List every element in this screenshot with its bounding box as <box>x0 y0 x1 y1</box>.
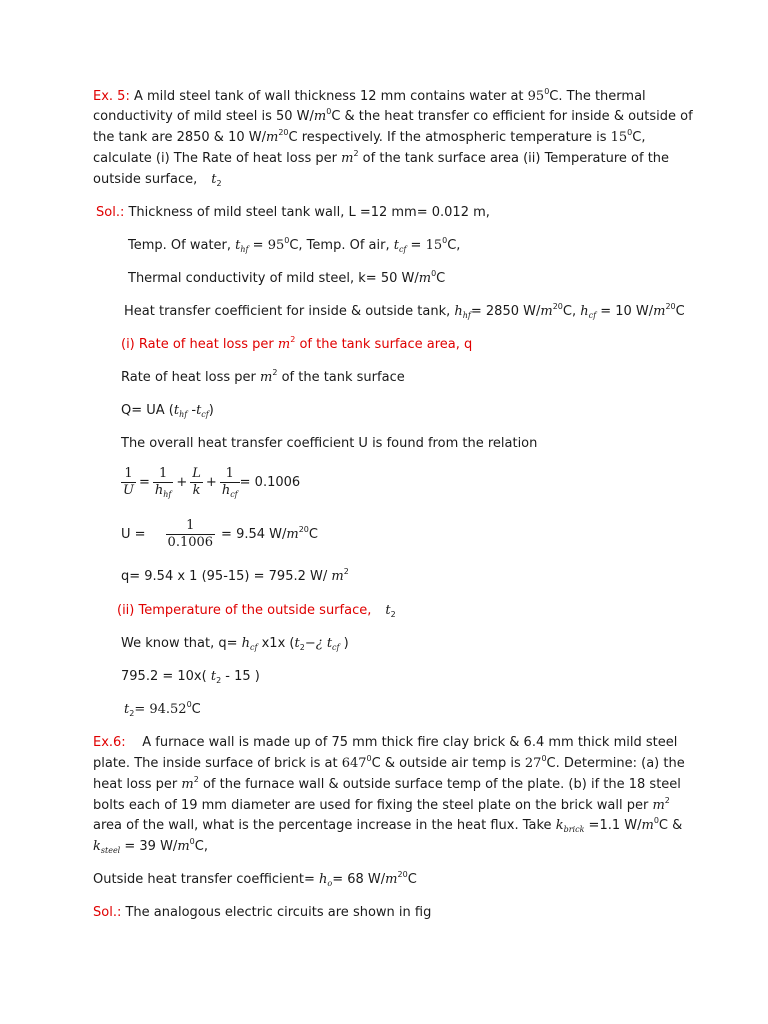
u-value-equation: U = $\frac{1}{0.1006}$ = 9.54 $W/m^{20}C$ <box>121 518 318 550</box>
sol5-temperatures: Temp. Of water, $t_{hf} = 95^0C$, Temp. Of air, $t_{cf} = 15^0C$, <box>128 236 461 254</box>
overall-u-equation: $\frac{1}{U}$ = $\frac{1}{h_{hf}}$ + $\frac{L}{k}$ + $\frac{1}{h_{cf}}$ = 0.1006 <box>123 466 301 499</box>
ex6-line-2: plate. The inside surface of brick is at $647^0C$ & outside air temp is $27^0C$. Determine: (a) the <box>93 754 685 771</box>
ex6-line-1: Ex.6: A furnace wall is made up of 75 mm thick fire clay brick & 6.4 mm thick mild steel <box>93 735 678 750</box>
rate-line: Rate of heat loss per $m^2$ of the tank surface <box>121 368 405 385</box>
calc-line: 795.2 = 10x( $t_2 - 15$ ) <box>121 669 260 685</box>
q-value-line: q= 9.54 x 1 (95-15) = 795.2 W/ $m^2$ <box>121 567 349 584</box>
t2-result: $t_2= 94.52^0C$ <box>124 700 201 718</box>
fraction-1-over-hhf: $\frac{1}{h_{hf}}$ <box>154 466 172 499</box>
fraction-1-over-0-1006: $\frac{1}{0.1006}$ <box>167 518 214 550</box>
know-that-line: We know that, $q= h_{cf}$ x1x ($t_2-¿$ $t_{cf}$ ) <box>121 636 349 652</box>
ex5-line-5: outside surface, $t_2$ <box>93 172 222 188</box>
sol5-label: Sol.: <box>96 205 125 220</box>
fraction-l-over-k: $\frac{L}{k}$ <box>192 466 201 498</box>
ex6-sol-label: Sol.: <box>93 905 122 920</box>
ex5-line-2: conductivity of mild steel is 50 $W/m^0C$ & the heat transfer co efficient for inside & outside of <box>93 107 693 124</box>
relation-text: The overall heat transfer coefficient U is found from the relation <box>121 436 538 451</box>
sol5-conductivity: Thermal conductivity of mild steel, k= 50 $W/m^0C$ <box>128 269 446 286</box>
outside-htc-line: Outside heat transfer coefficient= $h_o= 68$ $W/m^{20}C$ <box>93 870 417 888</box>
fraction-1-over-u: $\frac{1}{U}$ <box>123 466 134 498</box>
ex6-line-3: heat loss per $m^2$ of the furnace wall & outside surface temp of the plate. (b) if the 18 steel <box>93 775 681 792</box>
ex6-sol-line: Sol.: The analogous electric circuits are shown in fig <box>93 905 432 920</box>
part-2-heading: (ii) Temperature of the outside surface, $t_2$ <box>117 603 396 619</box>
ex6-line-5: area of the wall, what is the percentage increase in the heat flux. Take $k_{brick} =1.1$ $W/m^0C$ & <box>93 816 683 834</box>
ex5-line-1: Ex. 5: A mild steel tank of wall thickness 12 mm contains water at $95^0C$. The thermal <box>93 87 646 104</box>
sol5-thickness: Sol.: Thickness of mild steel tank wall, L =12 mm= 0.012 m, <box>96 205 490 220</box>
ex6-line-4: bolts each of 19 mm diameter are used for fixing the steel plate on the brick wall per $m^2$ <box>93 796 670 813</box>
fraction-1-over-hcf: $\frac{1}{h_{cf}}$ <box>221 466 238 499</box>
ex6-line-6: $k_{steel} = 39$ $W/m^0C$, <box>93 837 208 855</box>
ex5-label: Ex. 5: <box>93 89 130 104</box>
ex6-label: Ex.6: <box>93 735 126 750</box>
sol5-htc: Heat transfer coefficient for inside & outside tank, $h_{hf}= 2850$ $W/m^{20}C$, $h_{cf} = 10$ $W/m^{20}C$ <box>124 302 685 320</box>
part-1-heading: (i) Rate of heat loss per $m^2$ of the tank surface area, q <box>121 335 473 352</box>
ex5-line-3: the tank are 2850 & 10 $W/m^{20}C$ respectively. If the atmospheric temperature is $15^0C$, <box>93 128 646 145</box>
ex5-line-4: calculate (i) The Rate of heat loss per $m^2$ of the tank surface area (ii) Temperature of the <box>93 149 670 166</box>
q-formula: Q= UA ($t_{hf}$ $-t_{cf}$) <box>121 403 214 419</box>
